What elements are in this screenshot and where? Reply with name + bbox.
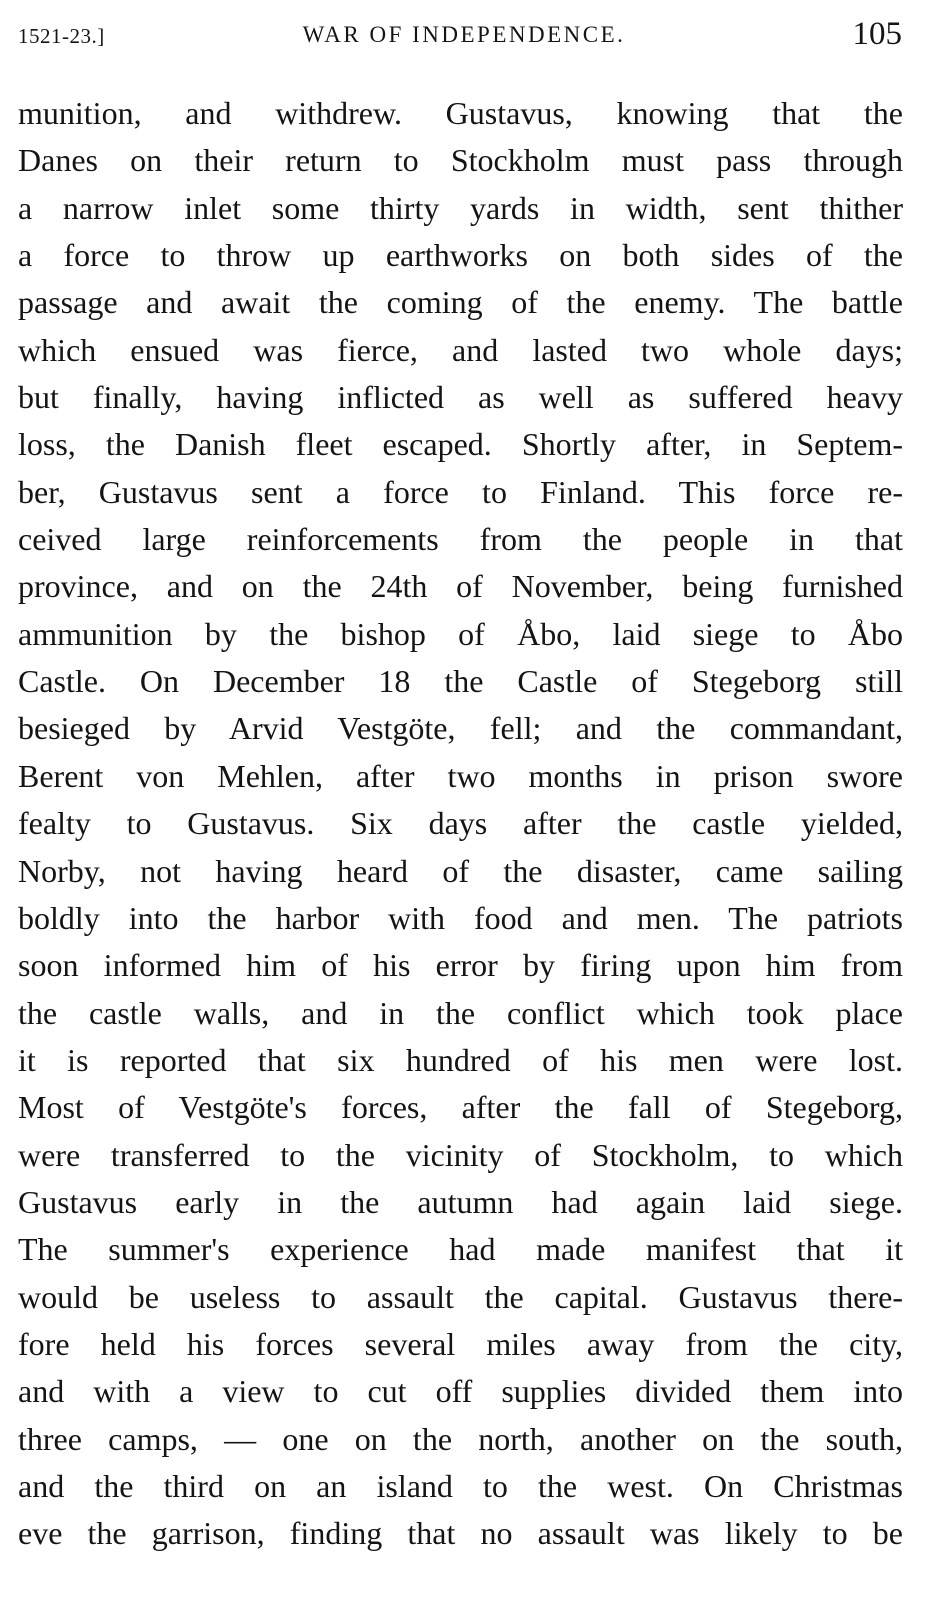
text-line: besieged by Arvid Vestgöte, fell; and the commandant,: [18, 710, 903, 747]
text-line: ceived large reinforcements from the people in that: [18, 521, 903, 558]
text-line: a narrow inlet some thirty yards in width, sent thither: [18, 189, 903, 226]
text-line: three camps, — one on the north, another on the south,: [18, 1420, 903, 1457]
text-line: Norby, not having heard of the disaster, came sailing: [18, 852, 903, 889]
text-line: The summer's experience had made manifest that it: [18, 1231, 903, 1268]
text-line: ber, Gustavus sent a force to Finland. This force re-: [18, 473, 903, 510]
text-line: it is reported that six hundred of his men were lost.: [18, 1041, 903, 1078]
text-line: passage and await the coming of the enemy. The battle: [18, 284, 903, 321]
page-number: 105: [852, 16, 902, 52]
text-line: Danes on their return to Stockholm must pass through: [18, 142, 903, 179]
text-line: loss, the Danish fleet escaped. Shortly after, in Septem-: [18, 426, 903, 463]
text-line: were transferred to the vicinity of Stockholm, to which: [18, 1136, 903, 1173]
text-line: Gustavus early in the autumn had again laid siege.: [18, 1183, 903, 1220]
text-line: munition, and withdrew. Gustavus, knowing that the: [18, 95, 903, 131]
text-line: eve the garrison, finding that no assault was likely to be: [18, 1515, 903, 1552]
text-line: and with a view to cut off supplies divided them into: [18, 1373, 903, 1410]
running-head-date-range: 1521-23.]: [18, 24, 105, 48]
text-line: but finally, having inflicted as well as suffered heavy: [18, 379, 903, 416]
body-text: [18, 90, 903, 1558]
text-line: boldly into the harbor with food and men. The patriots: [18, 899, 903, 936]
text-line: soon informed him of his error by firing upon him from: [18, 947, 903, 984]
running-head: [18, 14, 910, 54]
text-line: Most of Vestgöte's forces, after the fall of Stegeborg,: [18, 1089, 903, 1126]
text-line: Castle. On December 18 the Castle of Stegeborg still: [18, 663, 903, 700]
text-line: would be useless to assault the capital. Gustavus there-: [18, 1278, 903, 1315]
text-line: fore held his forces several miles away from the city,: [18, 1325, 903, 1362]
text-line: and the third on an island to the west. On Christmas: [18, 1467, 903, 1504]
text-line: a force to throw up earthworks on both sides of the: [18, 237, 903, 274]
text-line: which ensued was fierce, and lasted two whole days;: [18, 331, 903, 368]
text-line: Berent von Mehlen, after two months in prison swore: [18, 757, 903, 794]
text-line: fealty to Gustavus. Six days after the castle yielded,: [18, 805, 903, 842]
text-line: the castle walls, and in the conflict which took place: [18, 994, 903, 1031]
text-line: province, and on the 24th of November, being furnished: [18, 568, 903, 605]
running-head-title: WAR OF INDEPENDENCE.: [302, 22, 626, 47]
text-line: ammunition by the bishop of Åbo, laid siege to Åbo: [18, 615, 903, 652]
